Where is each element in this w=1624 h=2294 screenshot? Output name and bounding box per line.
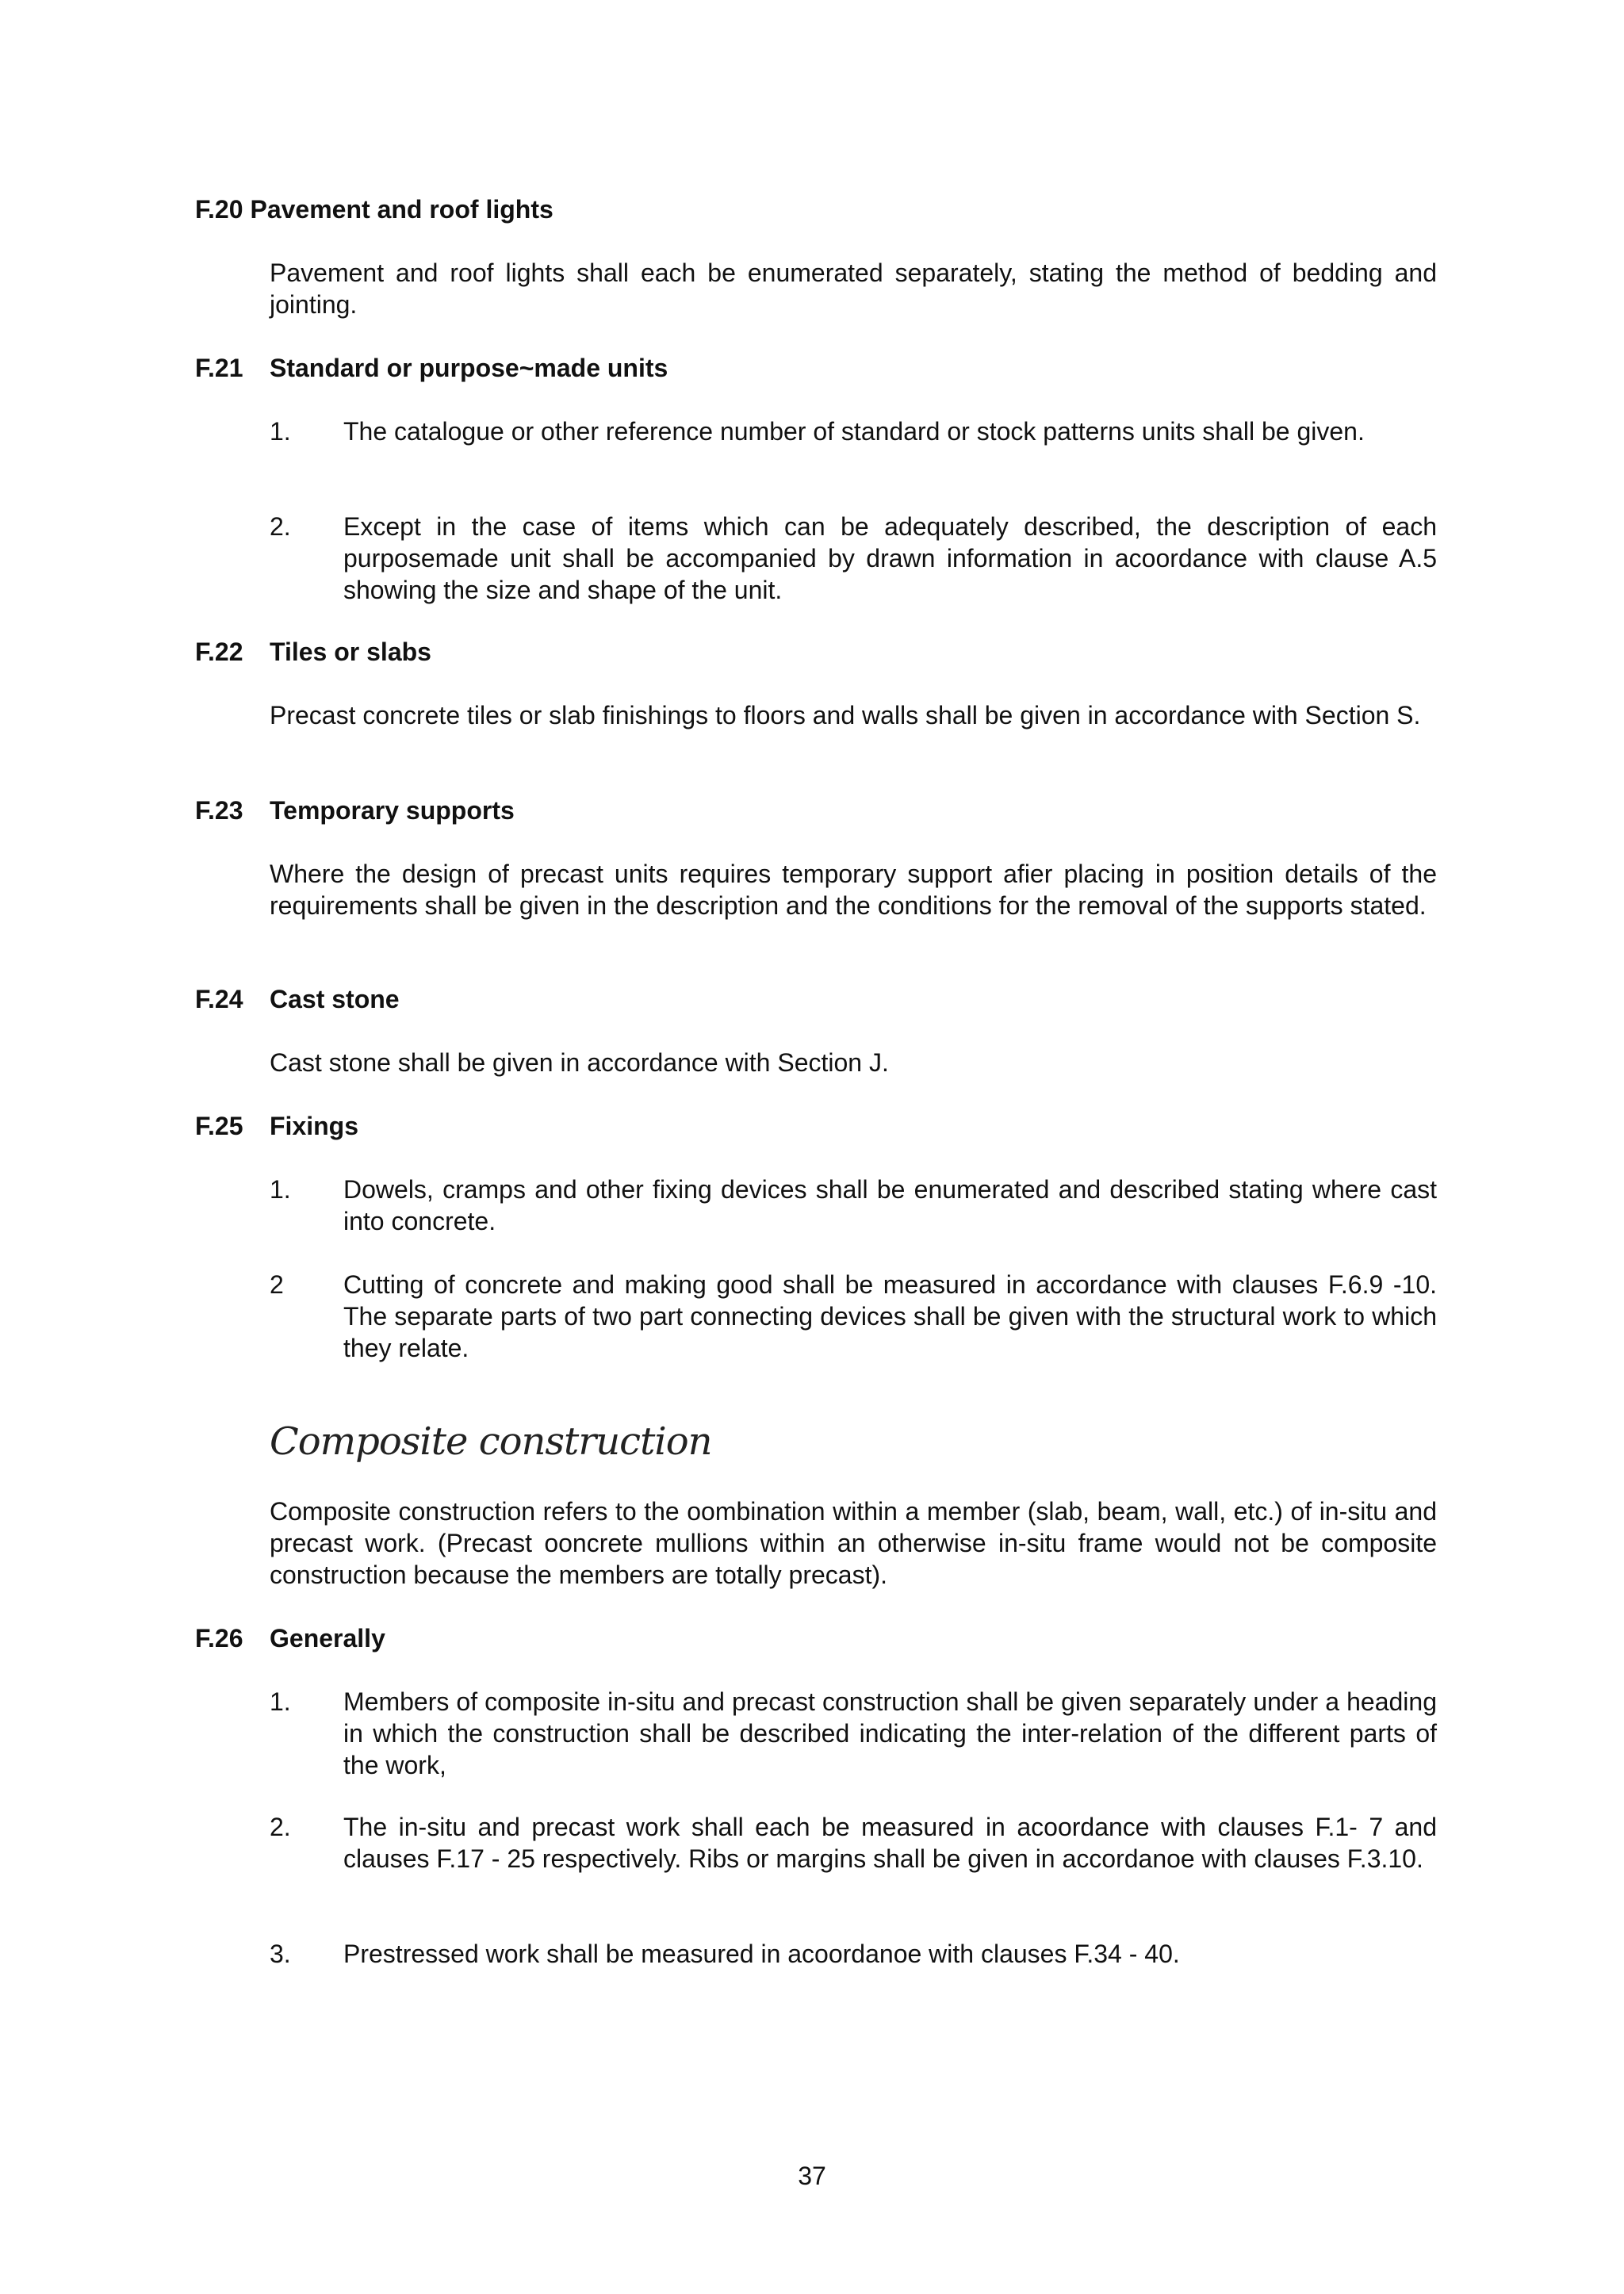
list-item-f21-1 [270,416,1437,447]
item-number: 1. [270,1175,291,1204]
list-item-f26-2 [270,1811,1437,1875]
item-text: Except in the case of items which can be adequately described, the description of each purposemade unit shall be accompanied by drawn information in acoordance with clause A.5 showing the size and shape of the unit. [343,512,1437,604]
list-item-f21-2 [270,511,1437,606]
item-number: 1. [270,1687,291,1716]
clause-number: F.25 [195,1112,243,1140]
page-number: 37 [798,2162,826,2190]
section-intro: Composite construction refers to the oombination within a member (slab, beam, wall, etc.) of in-situ and precast work. (Precast ooncrete mullions within an otherwise in-situ frame would not be composite construction because the members are totally precast). [270,1497,1437,1589]
clause-title: Tiles or slabs [270,638,431,666]
clause-heading-f25 [195,1110,358,1142]
clause-text-f20: Pavement and roof lights shall each be enumerated separately, stating the method of bedding and jointing. [270,259,1437,319]
clause-heading-f22 [195,636,431,668]
clause-heading-f21 [195,352,668,384]
list-item-f25-1 [270,1174,1437,1237]
clause-text-f24: Cast stone shall be given in accordance with Section J. [270,1048,889,1077]
clause-number: F.20 [195,195,243,224]
clause-number: F.22 [195,638,243,666]
item-text: Prestressed work shall be measured in acoordanoe with clauses F.34 - 40. [343,1940,1180,1968]
clause-title: Cast stone [270,985,400,1013]
clause-title: Generally [270,1624,385,1653]
item-number: 3. [270,1940,291,1968]
item-text: Cutting of concrete and making good shall be measured in accordance with clauses F.6.9 -10. The separate parts of two part connecting devices shall be given with the structural work to which they relate. [343,1270,1437,1362]
clause-heading-f20 [195,193,553,225]
item-number: 2. [270,512,291,541]
clause-number: F.21 [195,354,243,382]
clause-number: F.26 [195,1624,243,1653]
clause-title: Pavement and roof lights [250,195,553,224]
clause-heading-f24 [195,983,400,1015]
item-text: Dowels, cramps and other fixing devices shall be enumerated and described stating where cast into concrete. [343,1175,1437,1235]
item-number: 2 [270,1270,284,1299]
clause-heading-f26 [195,1622,385,1654]
section-title: Composite construction [270,1419,712,1464]
item-text: The in-situ and precast work shall each be measured in acoordance with clauses F.1- 7 and clauses F.17 - 25 respectively. Ribs or margins shall be given in accordanoe with clauses F.3.10. [343,1813,1437,1873]
clause-text-f23: Where the design of precast units requires temporary support afier placing in position details of the requirements shall be given in the description and the conditions for the removal of the supports stated. [270,860,1437,920]
clause-title: Temporary supports [270,796,515,825]
list-item-f26-3 [270,1938,1437,1970]
list-item-f26-1 [270,1686,1437,1781]
list-item-f25-2 [270,1269,1437,1364]
clause-number: F.23 [195,796,243,825]
clause-heading-f23 [195,795,515,826]
clause-text-f22: Precast concrete tiles or slab finishings to floors and walls shall be given in accordance with Section S. [270,701,1421,730]
item-text: The catalogue or other reference number of standard or stock patterns units shall be given. [343,417,1365,446]
item-number: 1. [270,417,291,446]
clause-number: F.24 [195,985,243,1013]
item-number: 2. [270,1813,291,1841]
clause-title: Standard or purpose~made units [270,354,668,382]
clause-title: Fixings [270,1112,359,1140]
item-text: Members of composite in-situ and precast construction shall be given separately under a heading in which the construction shall be described indicating the inter-relation of the different parts of the work, [343,1687,1437,1779]
